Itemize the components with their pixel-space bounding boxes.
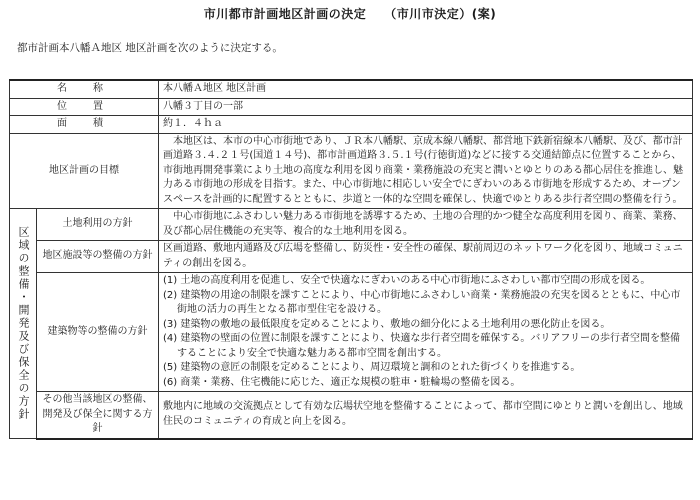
row-land-use: [10, 209, 693, 241]
row-location: [10, 98, 693, 116]
other-label: その他当該地区の整備、開発及び保全に関する方針: [37, 392, 159, 439]
policy-group-label: 区域の整備・開発及び保全の方針: [16, 226, 30, 421]
buildings-item: (1) 土地の高度利用を促進し、安全で快適なにぎわいのある中心市街地にふさわしい都市空間の形成を図る。: [163, 275, 651, 286]
goal-text: 本地区は、本市の中心市街地であり、ＪＲ本八幡駅、京成本線八幡駅、都営地下鉄新宿線本八幡駅、及び、都市計画道路３.４.２１号(国道１４号)、都市計画道路３.５.１号(行徳街道)などに接する交通結節点に位置することから、市街地再開発事業により土地の高度な利用を図り商業・業務施設の充実と潤いとゆとりのある都心居住を推進し、魅力ある市街地の形成を目指す。また、中心市街地に相応しい安全でにぎわいのある市街地を形成するため、オープンスペースを計画的に配置するとともに、歩道と一体的な空間を確保し、快適でゆとりある歩行者空間の整備を行う。: [163, 135, 683, 205]
row-facilities: [10, 241, 693, 273]
row-name: [10, 80, 693, 98]
other-text: 敷地内に地域の交流拠点として有効な広場状空地を整備することによって、都市空間にゆとりと潤いを創出し、地域住民のコミュニティの育成と向上を図る。: [159, 392, 693, 439]
row-area: [10, 116, 693, 134]
row-goal: [10, 133, 693, 209]
area-value: 約１．４ｈａ: [159, 116, 693, 134]
buildings-cell: [159, 273, 693, 392]
policy-group-cell: [10, 209, 37, 439]
buildings-label: 建築物等の整備の方針: [37, 273, 159, 392]
district-plan-table: [9, 79, 693, 440]
buildings-item: (2) 建築物の用途の制限を課すことにより、中心市街地にふさわしい商業・業務施設の充実を図るとともに、中心市街地の活力の再生となる都市型住宅を設ける。: [163, 289, 681, 315]
land-use-text: 中心市街地にふさわしい魅力ある市街地を誘導するため、土地の合理的かつ健全な高度利用を図り、商業、業務、及び都心居住機能の充実等、複合的な土地利用を図る。: [163, 211, 683, 237]
buildings-item: (4) 建築物の壁面の位置に制限を課すことにより、快適な歩行者空間を確保する。バリアフリーの歩行者空間を整備することにより安全で快適な魅力ある都市空間を創出する。: [163, 333, 680, 359]
area-label: 面 積: [10, 116, 159, 134]
title-note: （市川市決定）(案): [384, 7, 497, 21]
row-buildings: [10, 273, 693, 392]
buildings-item: (6) 商業・業務、住宅機能に応じた、適正な規模の駐車・駐輪場の整備を図る。: [163, 376, 521, 388]
intro-sentence: 都市計画本八幡Ａ地区 地区計画を次のように決定する。: [17, 42, 283, 54]
name-label: 名 称: [10, 80, 159, 98]
document-title: [0, 5, 700, 22]
location-value: 八幡３丁目の一部: [159, 98, 693, 116]
location-label: 位 置: [10, 98, 159, 116]
goal-label: 地区計画の目標: [10, 133, 159, 209]
land-use-label: 土地利用の方針: [37, 209, 159, 241]
facilities-label: 地区施設等の整備の方針: [37, 241, 159, 273]
buildings-item: (5) 建築物の意匠の制限を定めることにより、周辺環境と調和のとれた街づくりを推進する。: [163, 362, 581, 373]
buildings-item: (3) 建築物の敷地の最低限度を定めることにより、敷地の細分化による土地利用の悪化防止を図る。: [163, 318, 611, 330]
facilities-text: 区画道路、敷地内通路及び広場を整備し、防災性・安全性の確保、駅前周辺のネットワーク化を図り、地域コミュニティの創出を図る。: [159, 241, 693, 273]
row-other: [10, 392, 693, 439]
name-value: 本八幡Ａ地区 地区計画: [159, 80, 693, 98]
title-main: 市川都市計画地区計画の決定: [203, 7, 367, 21]
